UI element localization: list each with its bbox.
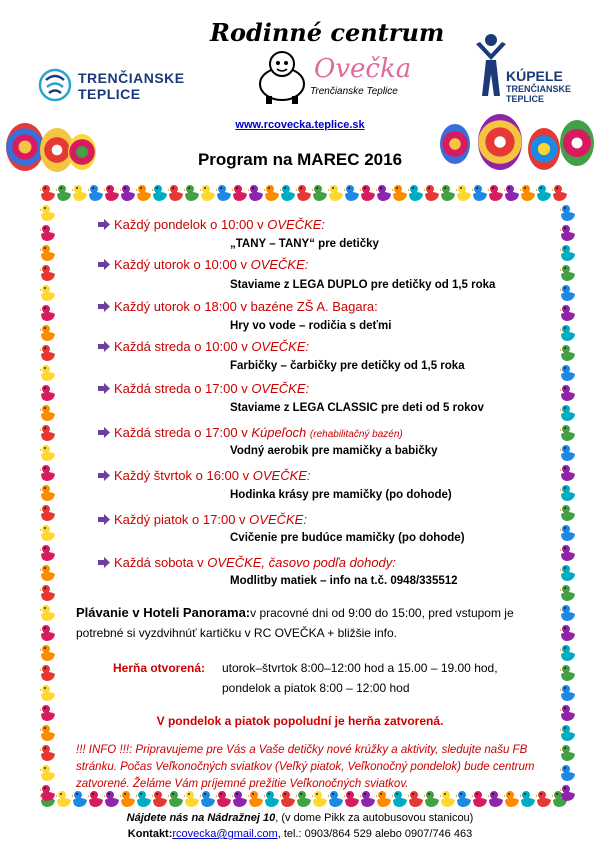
duck-icon [264,184,280,202]
duck-icon [328,184,344,202]
brand-title: Rodinné centrum [210,18,445,47]
contact-line: Kontakt:rcovecka@gmail.com, tel.: 0903/864 529 alebo 0907/746 463 [127,828,473,840]
duck-icon [40,484,56,502]
info-paragraph: !!! INFO !!!: Pripravujeme pre Vás a Vaše detičky nové krúžky a aktivity, sledujte našu FB stránku. Počas Veľkonočných sviatkov (Veľký piatok, Veľkonočný pondelok) bude centrum zatvorené. Želáme Vám príjemné prežitie Veľkonočných sviatkov. [76,744,535,790]
duck-icon [40,264,56,282]
duck-icon [40,644,56,662]
duck-icon [40,764,56,782]
arrow-right-icon [98,557,110,568]
duck-icon [424,184,440,202]
duck-icon [560,224,576,242]
right-logo-line2: TRENČIANSKE [506,84,572,94]
duck-icon [560,364,576,382]
duck-icon [560,604,576,622]
duck-icon [232,184,248,202]
duck-icon [40,544,56,562]
duck-icon [520,184,536,202]
duck-icon [560,744,576,762]
duck-icon [40,464,56,482]
duck-icon [296,184,312,202]
duck-icon [40,604,56,622]
duck-icon [40,184,56,202]
closed-note: V pondelok a piatok popoludní je herňa zatvorená. [156,714,444,728]
duck-icon [456,184,472,202]
duck-icon [560,324,576,342]
arrow-right-icon [98,427,110,438]
duck-icon [560,564,576,582]
duck-icon [560,684,576,702]
duck-icon [72,184,88,202]
duck-icon [560,584,576,602]
brand-name: Ovečka [314,54,412,84]
duck-icon [376,184,392,202]
town-logo-icon [38,68,72,102]
arrow-right-icon [98,301,110,312]
duck-icon [560,644,576,662]
duck-icon [200,184,216,202]
duck-icon [168,184,184,202]
schedule-item-title: Každý štvrtok o 16:00 v OVEČKE: [98,468,311,483]
arrow-right-icon [98,341,110,352]
sheep-icon [252,46,312,106]
duck-icon [560,384,576,402]
program-title: Program na MAREC 2016 [197,150,403,169]
duck-icon [40,624,56,642]
duck-icon [440,184,456,202]
trencianske-teplice-logo [38,66,188,106]
duck-icon [40,304,56,322]
duck-icon [408,184,424,202]
duck-icon [560,784,576,802]
duck-icon [560,484,576,502]
duck-icon [40,584,56,602]
arrow-right-icon [98,514,110,525]
duck-icon [560,504,576,522]
schedule-item-desc: Hry vo vode – rodičia s deťmi [230,320,392,332]
email-link[interactable]: rcovecka@gmail.com [172,828,278,840]
duck-icon [560,244,576,262]
duck-icon [40,744,56,762]
duck-icon [40,384,56,402]
duck-icon [40,424,56,442]
left-logo-line1: TRENČIANSKE [78,70,185,86]
duck-icon [56,790,72,808]
duck-icon [560,544,576,562]
schedule-item-desc: Staviame z LEGA CLASSIC pre deti od 5 rokov [230,402,484,414]
schedule-item-title: Každá sobota v OVEČKE, časovo podľa dohody: [98,555,396,570]
swimming-info [76,603,546,643]
spa-figure-icon [474,30,508,100]
duck-icon [560,464,576,482]
duck-icon [40,664,56,682]
schedule-item-title: Každý utorok o 18:00 v bazéne ZŠ A. Bagara: [98,299,378,314]
duck-icon [40,344,56,362]
duck-icon [344,184,360,202]
left-logo-line2: TEPLICE [78,86,141,102]
schedule-item-title: Každý piatok o 17:00 v OVEČKE: [98,512,307,527]
duck-icon [560,204,576,222]
duck-icon [88,184,104,202]
duck-icon [560,624,576,642]
duck-icon [40,524,56,542]
duck-icon [40,564,56,582]
schedule-item-desc: „TANY – TANY“ pre detičky [230,238,379,250]
herna-hours-line1: utorok–štvrtok 8:00–12:00 hod a 15.00 – 19.00 hod, [222,661,498,675]
duck-icon [536,790,552,808]
brand-logo [210,18,445,108]
brand-place: Trenčianske Teplice [310,86,398,97]
address-line: Nájdete nás na Nádražnej 10, (v dome Pikk za autobusovou stanicou) [126,812,474,824]
schedule-item-title: Každá streda o 17:00 v Kúpeľoch (rehabilitačný bazén) [98,425,403,440]
duck-icon [40,444,56,462]
duck-icon [40,364,56,382]
duck-icon [560,664,576,682]
duck-icon [248,184,264,202]
duck-icon [40,224,56,242]
duck-icon [40,504,56,522]
duck-icon [536,184,552,202]
duck-icon [560,424,576,442]
duck-icon [216,184,232,202]
duck-icon [152,184,168,202]
duck-icon [360,184,376,202]
duck-icon [560,444,576,462]
kupele-logo [470,30,570,110]
duck-icon [40,244,56,262]
duck-icon [560,304,576,322]
duck-icon [488,184,504,202]
schedule-item-desc: Vodný aerobik pre mamičky a babičky [230,445,438,457]
arrow-right-icon [98,219,110,230]
schedule-item-desc: Modlitby matiek – info na t.č. 0948/335512 [230,575,458,587]
duck-icon [560,284,576,302]
duck-icon [40,784,56,802]
duck-icon [472,184,488,202]
website-link[interactable]: www.rcovecka.teplice.sk [235,119,365,131]
schedule-item-desc: Farbičky – čarbičky pre detičky od 1,5 roka [230,360,465,372]
duck-icon [560,344,576,362]
duck-icon [552,184,568,202]
schedule-item-title: Každá streda o 17:00 v OVEČKE: [98,381,309,396]
duck-icon [560,264,576,282]
duck-icon [184,184,200,202]
herna-hours-line2: pondelok a piatok 8:00 – 12:00 hod [222,681,410,695]
schedule-item-desc: Staviame z LEGA DUPLO pre detičky od 1,5 roka [230,279,496,291]
duck-icon [504,184,520,202]
duck-icon [104,184,120,202]
duck-icon [392,184,408,202]
swimming-title: Plávanie v Hoteli Panorama: [76,605,251,620]
duck-icon [40,324,56,342]
schedule-item-title: Každý pondelok o 10:00 v OVEČKE: [98,217,325,232]
schedule-item-title: Každý utorok o 10:00 v OVEČKE: [98,257,308,272]
duck-icon [560,524,576,542]
schedule-item-title: Každá streda o 10:00 v OVEČKE: [98,339,309,354]
duck-icon [40,204,56,222]
duck-icon [560,764,576,782]
right-logo-line3: TEPLICE [506,94,545,104]
duck-icon [40,284,56,302]
schedule-item-desc: Cvičenie pre budúce mamičky (po dohode) [230,532,465,544]
swimming-text: v pracovné dni od 9:00 do 15:00, pred vstupom je potrebné si vyzdvihnúť kartičku v RC OVEČKA + bližšie info. [76,606,514,640]
arrow-right-icon [98,383,110,394]
duck-icon [136,184,152,202]
duck-icon [280,184,296,202]
arrow-right-icon [98,259,110,270]
duck-icon [40,404,56,422]
right-logo-line1: KÚPELE [506,68,563,84]
duck-icon [560,404,576,422]
schedule-item-desc: Hodinka krásy pre mamičky (po dohode) [230,489,452,501]
herna-label: Herňa otvorená: [113,661,206,675]
duck-icon [40,684,56,702]
duck-icon [312,184,328,202]
duck-icon [56,184,72,202]
duck-icon [120,184,136,202]
arrow-right-icon [98,470,110,481]
